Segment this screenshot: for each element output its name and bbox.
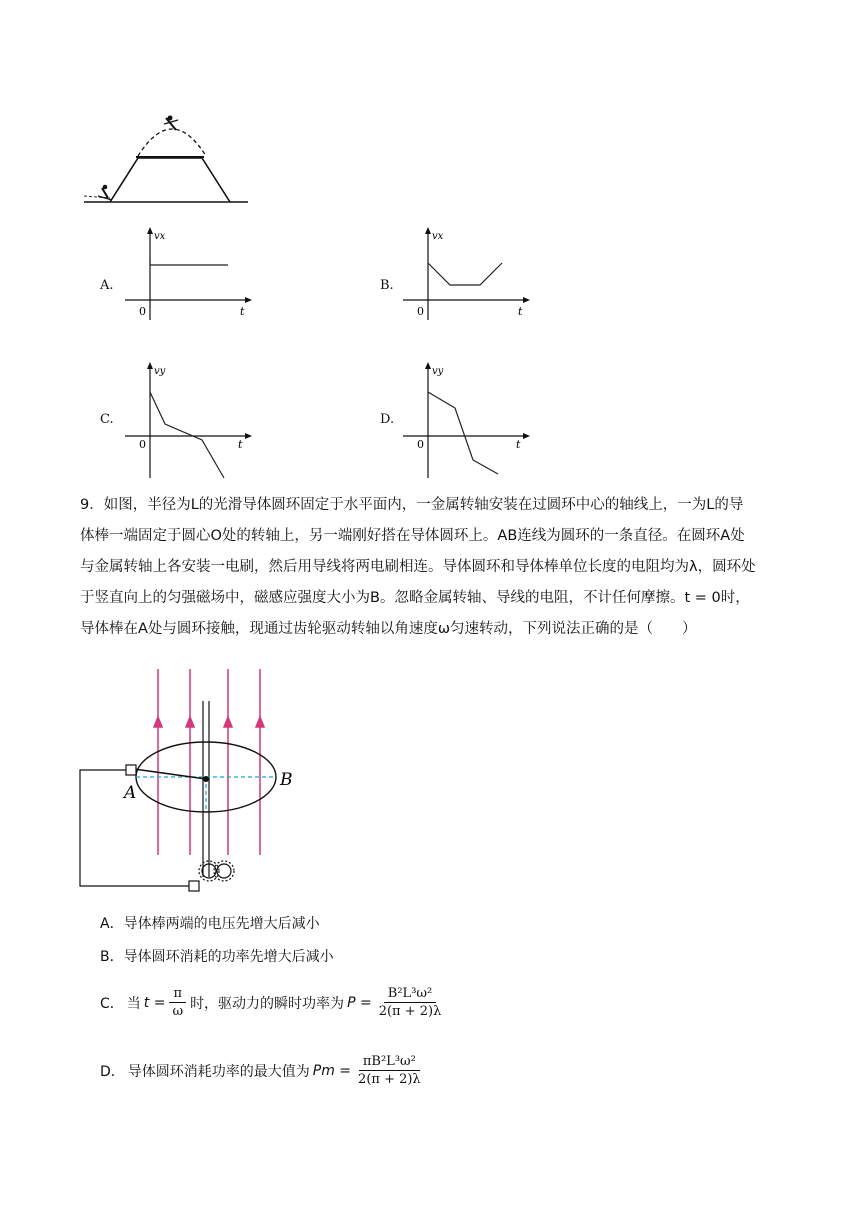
- skier-icon: [164, 116, 178, 131]
- point-a-label: A: [124, 783, 137, 803]
- origin-label: 0: [139, 438, 146, 451]
- power-fraction: $\frac{\text{B²L³ω²}}{2(\pi + 2)\lambda}$: [378, 986, 442, 1019]
- axis-x-label: t: [240, 305, 245, 318]
- option-a-label: A.: [100, 278, 114, 293]
- choice-a[interactable]: A．导体棒两端的电压先增大后减小: [100, 916, 320, 932]
- option-b-label: B.: [380, 278, 394, 293]
- origin-label: 0: [139, 305, 146, 318]
- choice-b[interactable]: B．导体圆环消耗的功率先增大后减小: [100, 949, 334, 965]
- option-b-graph: [398, 225, 538, 325]
- brush-axle: [189, 881, 199, 891]
- stem-line-5: 导体棒在A处与圆环接触，现通过齿轮驱动转轴以角速度ω匀速转动，下列说法正确的是（ ）: [80, 621, 697, 637]
- choice-d[interactable]: D． 导体圆环消耗功率的最大值为 Pm = $\frac{\text{πB²L³ω²}}{2(\pi + 2)\lambda}$: [100, 1054, 425, 1087]
- max-power-fraction: $\frac{\text{πB²L³ω²}}{2(\pi + 2)\lambda}$: [358, 1054, 421, 1087]
- axis-y-label: vx: [432, 231, 444, 242]
- option-d-label: D.: [380, 412, 395, 427]
- origin-label: 0: [417, 438, 424, 451]
- point-b-label: B: [280, 770, 293, 790]
- stem-line-4: 于竖直向上的匀强磁场中，磁感应强度大小为B。忽略金属转轴、导线的电阻，不计任何摩擦。t = 0时，: [80, 590, 750, 606]
- axis-x-label: t: [516, 438, 521, 451]
- brush-a: [126, 765, 136, 775]
- option-c-label: C.: [100, 412, 114, 427]
- axis-y-label: vy: [154, 366, 166, 377]
- option-d-graph: [398, 360, 538, 482]
- choice-c[interactable]: C． 当 t = $\frac{\pi}{\omega}$ 时，驱动力的瞬时功率为 P = $\frac{\text{B²L³ω²}}{2(\pi + 2)\lambda}$: [100, 986, 445, 1019]
- ring-circuit-figure: [76, 665, 316, 897]
- time-fraction: $\frac{\pi}{\omega}$: [168, 986, 187, 1019]
- stem-line-3: 与金属转轴上各安装一电刷，然后用导线将两电刷相连。导体圆环和导体棒单位长度的电阻均为λ，圆环处: [80, 559, 756, 575]
- question-9-stem: [80, 490, 800, 645]
- axis-y-label: vx: [154, 231, 166, 242]
- axis-y-label: vy: [432, 366, 444, 377]
- question-number: 9．: [80, 497, 104, 513]
- option-a-graph: [120, 225, 260, 325]
- ski-jump-figure: [80, 110, 250, 210]
- axis-x-label: t: [238, 438, 243, 451]
- stem-line-2: 体棒一端固定于圆心O处的转轴上，另一端刚好搭在导体圆环上。AB连线为圆环的一条直径。在圆环A处: [80, 528, 745, 544]
- origin-label: 0: [417, 305, 424, 318]
- stem-line-1: 9．如图，半径为L的光滑导体圆环固定于水平面内，一金属转轴安装在过圆环中心的轴线上，一为L的导: [80, 497, 744, 513]
- axis-x-label: t: [518, 305, 523, 318]
- gear-icon: [199, 861, 234, 881]
- option-c-graph: [120, 360, 260, 482]
